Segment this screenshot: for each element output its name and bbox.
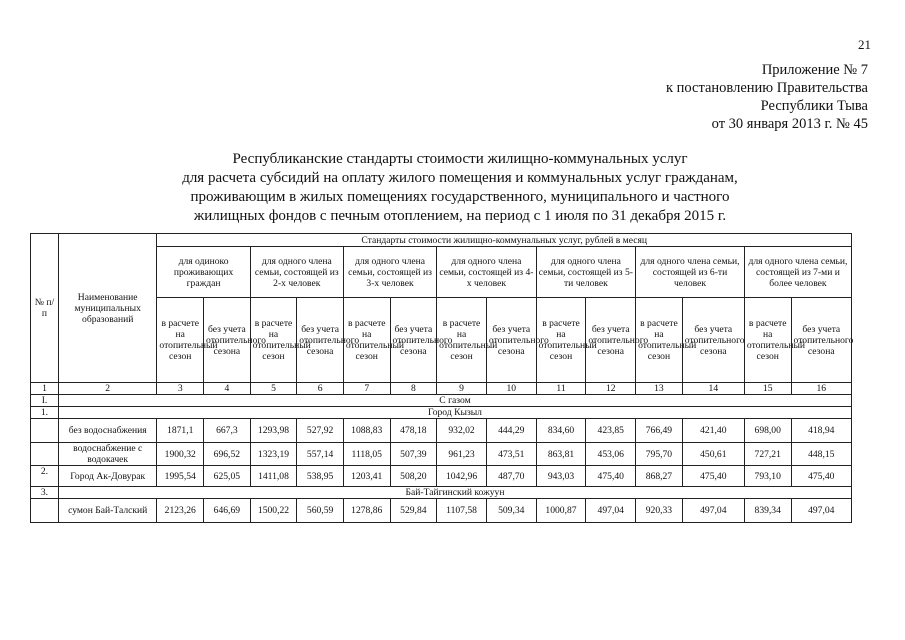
table-cell: 475,40 [791, 466, 851, 487]
table-cell: 1500,22 [250, 499, 297, 523]
table-cell: 475,40 [586, 466, 636, 487]
group-header: для одного члена семьи, состоящей из 7-ми и более человек [744, 247, 851, 298]
group-header: для одного члена семьи, состоящей из 4-х человек [437, 247, 536, 298]
table-cell: 1118,05 [343, 443, 390, 466]
group-header: для одного члена семьи, состоящей из 5-ти человек [536, 247, 635, 298]
sub-header: без учета отопительного сезона [204, 298, 251, 383]
column-number: 2 [58, 383, 156, 395]
row-name: сумон Бай-Талский [58, 499, 156, 523]
table-cell: 698,00 [744, 419, 791, 443]
table-cell: 1203,41 [343, 466, 390, 487]
table-row [31, 499, 852, 523]
col-header-name: Наименование муниципальных образований [58, 234, 156, 383]
title-line: Республиканские стандарты стоимости жилищно-коммунальных услуг [232, 151, 688, 167]
section-label: С газом [58, 395, 851, 407]
table-cell: 475,40 [682, 466, 744, 487]
table-cell: 560,59 [297, 499, 344, 523]
row-number: 2. [31, 466, 59, 487]
table-cell: 1293,98 [250, 419, 297, 443]
column-number: 4 [204, 383, 251, 395]
sub-header: без учета отопительного сезона [297, 298, 344, 383]
sub-header: без учета отопительного сезона [486, 298, 536, 383]
group-header: для одного члена семьи, состоящей из 2-х человек [250, 247, 343, 298]
table-cell: 839,34 [744, 499, 791, 523]
row-number: 1. [31, 407, 59, 419]
column-number: 3 [157, 383, 204, 395]
table-cell: 1042,96 [437, 466, 487, 487]
table-cell: 538,95 [297, 466, 344, 487]
sub-header: без учета отопительного сезона [791, 298, 851, 383]
sub-header: в расчете на отопительный сезон [157, 298, 204, 383]
sub-header: без учета отопительного сезона [586, 298, 636, 383]
municipality-name: Город Кызыл [58, 407, 851, 419]
column-number: 15 [744, 383, 791, 395]
column-number-row [31, 383, 852, 395]
group-header: для одиноко проживающих граждан [157, 247, 250, 298]
title-line: проживающим в жилых помещениях государственного, муниципального и частного [190, 189, 730, 205]
row-number: I. [31, 395, 59, 407]
table-cell: 1107,58 [437, 499, 487, 523]
table-cell: 418,94 [791, 419, 851, 443]
sub-header: в расчете на отопительный сезон [536, 298, 586, 383]
table-cell: 527,92 [297, 419, 344, 443]
appendix-line: от 30 января 2013 г. № 45 [711, 116, 868, 132]
row-number: 3. [31, 487, 59, 499]
table-cell: 727,21 [744, 443, 791, 466]
table-cell: 932,02 [437, 419, 487, 443]
title-line: жилищных фондов с печным отоплением, на период с 1 июля по 31 декабря 2015 г. [193, 208, 727, 224]
page-number: 21 [858, 37, 871, 52]
super-header: Стандарты стоимости жилищно-коммунальных услуг, рублей в месяц [157, 234, 852, 247]
row-name: Город Ак-Довурак [58, 466, 156, 487]
sub-header: в расчете на отопительный сезон [437, 298, 487, 383]
section-row [31, 395, 852, 407]
table-cell: 920,33 [636, 499, 683, 523]
table-cell: 1000,87 [536, 499, 586, 523]
table-cell: 834,60 [536, 419, 586, 443]
table-row [31, 419, 852, 443]
table-cell: 863,81 [536, 443, 586, 466]
table-cell: 450,61 [682, 443, 744, 466]
table-cell: 423,85 [586, 419, 636, 443]
table-cell: 943,03 [536, 466, 586, 487]
sub-header: в расчете на отопительный сезон [636, 298, 683, 383]
appendix-line: Республики Тыва [760, 98, 868, 114]
municipality-row [31, 487, 852, 499]
standards-table [30, 233, 852, 523]
table-cell: 667,3 [204, 419, 251, 443]
appendix-block [600, 61, 868, 133]
table-cell: 497,04 [791, 499, 851, 523]
sub-header: в расчете на отопительный сезон [250, 298, 297, 383]
table-cell: 1995,54 [157, 466, 204, 487]
column-number: 10 [486, 383, 536, 395]
table-cell: 868,27 [636, 466, 683, 487]
table-cell: 557,14 [297, 443, 344, 466]
table-cell: 529,84 [390, 499, 437, 523]
table-cell: 509,34 [486, 499, 536, 523]
table-cell: 448,15 [791, 443, 851, 466]
group-header: для одного члена семьи, состоящей из 6-ти человек [636, 247, 745, 298]
table-cell: 696,52 [204, 443, 251, 466]
table-cell: 1871,1 [157, 419, 204, 443]
table-cell: 766,49 [636, 419, 683, 443]
table-cell: 646,69 [204, 499, 251, 523]
table-row [31, 443, 852, 466]
title-line: для расчета субсидий на оплату жилого помещения и коммунальных услуг гражданам, [182, 170, 738, 186]
sub-header: в расчете на отопительный сезон [744, 298, 791, 383]
row-name: без водоснабжения [58, 419, 156, 443]
table-cell: 478,18 [390, 419, 437, 443]
group-header: для одного члена семьи, состоящей из 3-х человек [343, 247, 436, 298]
table-cell: 473,51 [486, 443, 536, 466]
table-cell: 625,05 [204, 466, 251, 487]
table-cell: 507,39 [390, 443, 437, 466]
table-cell: 508,20 [390, 466, 437, 487]
municipality-row [31, 407, 852, 419]
sub-header: в расчете на отопительный сезон [343, 298, 390, 383]
table-cell: 487,70 [486, 466, 536, 487]
appendix-line: к постановлению Правительства [666, 80, 868, 96]
column-number: 13 [636, 383, 683, 395]
column-number: 1 [31, 383, 59, 395]
sub-header: без учета отопительного сезона [390, 298, 437, 383]
column-number: 9 [437, 383, 487, 395]
column-number: 14 [682, 383, 744, 395]
column-number: 8 [390, 383, 437, 395]
column-number: 16 [791, 383, 851, 395]
table-cell: 421,40 [682, 419, 744, 443]
municipality-name: Бай-Тайгинский кожуун [58, 487, 851, 499]
row-name: водоснабжение с водокачек [58, 443, 156, 466]
appendix-line: Приложение № 7 [761, 62, 868, 78]
table-row [31, 466, 852, 487]
table-cell: 961,23 [437, 443, 487, 466]
table-cell: 795,70 [636, 443, 683, 466]
table-cell: 1088,83 [343, 419, 390, 443]
table-cell: 1278,86 [343, 499, 390, 523]
table-cell: 497,04 [682, 499, 744, 523]
table-cell: 1411,08 [250, 466, 297, 487]
table-cell: 444,29 [486, 419, 536, 443]
column-number: 6 [297, 383, 344, 395]
column-number: 5 [250, 383, 297, 395]
table-cell: 2123,26 [157, 499, 204, 523]
col-header-no: № п/п [31, 234, 59, 383]
column-number: 12 [586, 383, 636, 395]
column-number: 7 [343, 383, 390, 395]
table-cell: 1900,32 [157, 443, 204, 466]
column-number: 11 [536, 383, 586, 395]
table-cell: 1323,19 [250, 443, 297, 466]
sub-header: без учета отопительного сезона [682, 298, 744, 383]
table-cell: 453,06 [586, 443, 636, 466]
table-cell: 497,04 [586, 499, 636, 523]
table-cell: 793,10 [744, 466, 791, 487]
document-title [110, 150, 810, 226]
